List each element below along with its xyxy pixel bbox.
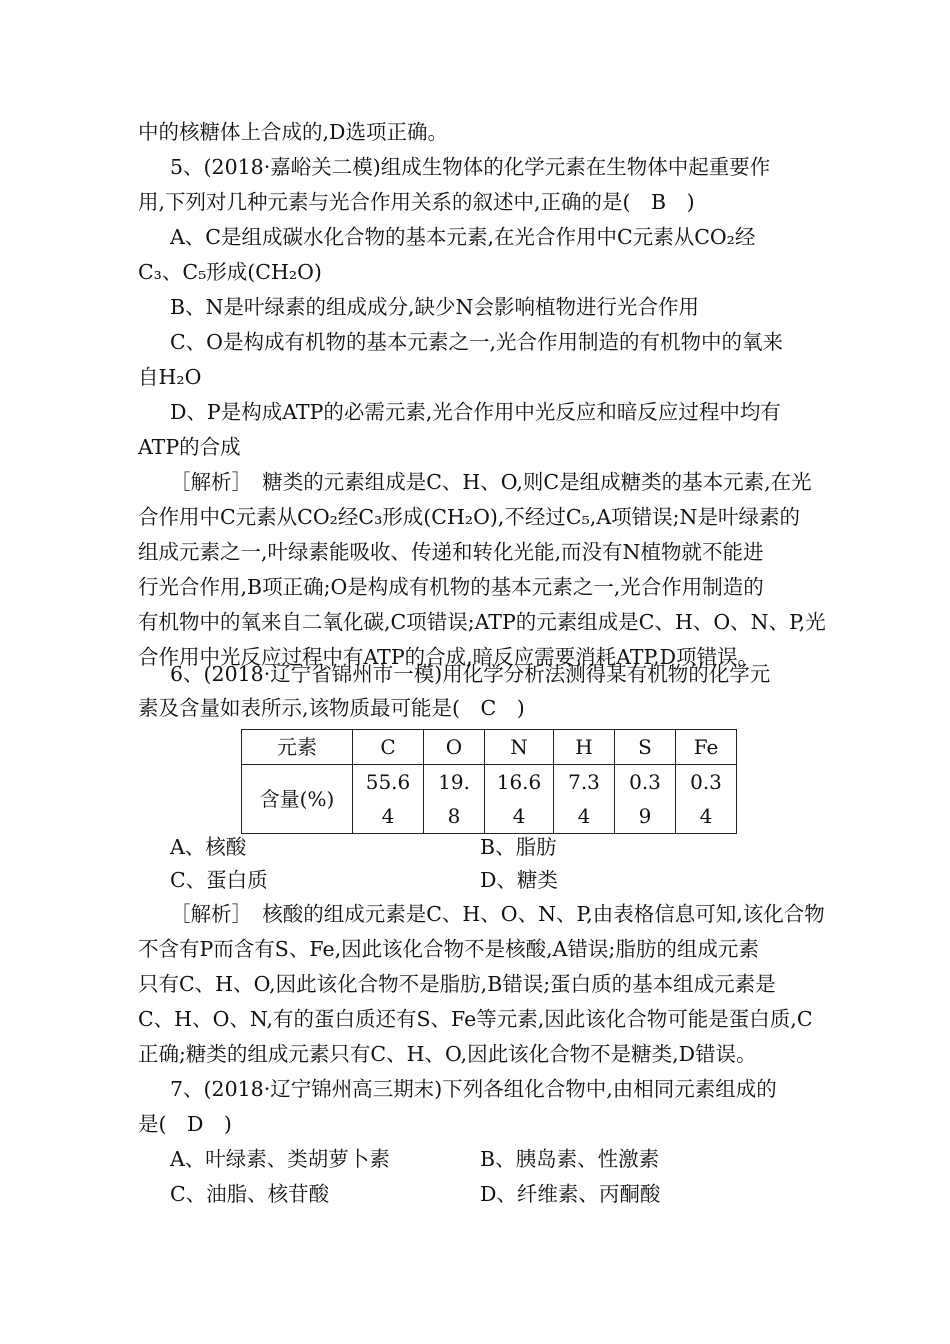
explanation-6-line: ［解析］ 核酸的组成元素是C、H、O、N、P,由表格信息可知,该化合物 bbox=[170, 902, 825, 926]
table-row bbox=[242, 765, 737, 834]
table-cell-part: 8 bbox=[447, 804, 461, 828]
table-header-cell: 元素 bbox=[242, 730, 353, 765]
table-cell-part: 4 bbox=[577, 804, 591, 828]
question-5-stem: 5、(2018·嘉峪关二模)组成生物体的化学元素在生物体中起重要作 bbox=[170, 155, 771, 179]
table-cell-part: 19. bbox=[438, 770, 470, 794]
table-cell-part: 16.6 bbox=[496, 770, 542, 794]
table-header-cell: C bbox=[353, 730, 424, 765]
question-7-stem: 7、(2018·辽宁锦州高三期末)下列各组化合物中,由相同元素组成的 bbox=[170, 1077, 777, 1101]
question-5-stem-cont: 用,下列对几种元素与光合作用关系的叙述中,正确的是( B ) bbox=[138, 190, 695, 214]
question-7-option-d: D、纤维素、丙酮酸 bbox=[480, 1182, 661, 1206]
question-6-option-c: C、蛋白质 bbox=[170, 868, 268, 892]
question-5-option-c: C、O是构成有机物的基本元素之一,光合作用制造的有机物中的氧来 bbox=[170, 330, 784, 354]
explanation-6-line: 不含有P而含有S、Fe,因此该化合物不是核酸,A错误;脂肪的组成元素 bbox=[138, 937, 759, 961]
table-header-cell: N bbox=[485, 730, 554, 765]
element-content-table bbox=[241, 729, 737, 834]
question-5-option-d-cont: ATP的合成 bbox=[138, 435, 241, 459]
table-cell-part: 7.3 bbox=[568, 770, 600, 794]
question-6-option-b: B、脂肪 bbox=[480, 835, 557, 859]
question-5-option-a: A、C是组成碳水化合物的基本元素,在光合作用中C元素从CO₂经 bbox=[170, 225, 756, 249]
table-cell-part: 55.6 bbox=[365, 770, 411, 794]
question-6-options-row bbox=[170, 830, 870, 864]
explanation-5-line: ［解析］ 糖类的元素组成是C、H、O,则C是组成糖类的基本元素,在光 bbox=[170, 470, 812, 494]
question-5-option-b: B、N是叶绿素的组成成分,缺少N会影响植物进行光合作用 bbox=[170, 295, 699, 319]
question-6-options-row bbox=[170, 863, 870, 897]
question-7-option-a: A、叶绿素、类胡萝卜素 bbox=[170, 1147, 390, 1171]
question-6-stem-cont: 素及含量如表所示,该物质最可能是( C ) bbox=[138, 696, 525, 720]
table-cell-part: 4 bbox=[699, 804, 713, 828]
question-6-option-d: D、糖类 bbox=[480, 868, 558, 892]
question-5-option-c-cont: 自H₂O bbox=[138, 365, 202, 389]
table-cell-part: 4 bbox=[512, 804, 526, 828]
question-7-option-b: B、胰岛素、性激素 bbox=[480, 1147, 660, 1171]
table-cell bbox=[485, 765, 554, 834]
explanation-5-line: 合作用中光反应过程中有ATP的合成,暗反应需要消耗ATP,D项错误。 bbox=[138, 645, 759, 669]
table-cell-part: 4 bbox=[381, 804, 395, 828]
table-cell bbox=[424, 765, 485, 834]
text-line: 中的核糖体上合成的,D选项正确。 bbox=[138, 120, 448, 144]
table-cell bbox=[554, 765, 615, 834]
table-header-cell: O bbox=[424, 730, 485, 765]
question-5-option-a-cont: C₃、C₅形成(CH₂O) bbox=[138, 260, 322, 284]
explanation-5-line: 有机物中的氧来自二氧化碳,C项错误;ATP的元素组成是C、H、O、N、P,光 bbox=[138, 610, 826, 634]
table-header-cell: H bbox=[554, 730, 615, 765]
table-cell-part: 9 bbox=[638, 804, 652, 828]
question-6-option-a: A、核酸 bbox=[170, 835, 247, 859]
explanation-5-line: 合作用中C元素从CO₂经C₃形成(CH₂O),不经过C₅,A项错误;N是叶绿素的 bbox=[138, 505, 800, 529]
table-cell bbox=[615, 765, 676, 834]
explanation-5-line: 行光合作用,B项正确;O是构成有机物的基本元素之一,光合作用制造的 bbox=[138, 575, 764, 599]
explanation-6-line: 正确;糖类的组成元素只有C、H、O,因此该化合物不是糖类,D错误。 bbox=[138, 1042, 757, 1066]
question-5-option-d: D、P是构成ATP的必需元素,光合作用中光反应和暗反应过程中均有 bbox=[170, 400, 781, 424]
explanation-6-line: C、H、O、N,有的蛋白质还有S、Fe等元素,因此该化合物可能是蛋白质,C bbox=[138, 1007, 813, 1031]
question-7-option-c: C、油脂、核苷酸 bbox=[170, 1182, 330, 1206]
explanation-6-line: 只有C、H、O,因此该化合物不是脂肪,B错误;蛋白质的基本组成元素是 bbox=[138, 972, 776, 996]
table-cell-part: 0.3 bbox=[690, 770, 722, 794]
table-header-cell: Fe bbox=[676, 730, 737, 765]
question-7-options-row bbox=[170, 1142, 870, 1176]
table-row-label: 含量(%) bbox=[242, 765, 353, 834]
table-cell bbox=[676, 765, 737, 834]
table-cell-part: 0.3 bbox=[629, 770, 661, 794]
table-header-row bbox=[242, 730, 737, 765]
question-6-stem: 6、(2018·辽宁省锦州市一模)用化学分析法测得某有机物的化学元 bbox=[170, 662, 771, 686]
question-7-stem-cont: 是( D ) bbox=[138, 1112, 232, 1136]
question-7-options-row bbox=[170, 1177, 870, 1211]
table-header-cell: S bbox=[615, 730, 676, 765]
table-cell bbox=[353, 765, 424, 834]
explanation-5-line: 组成元素之一,叶绿素能吸收、传递和转化光能,而没有N植物就不能进 bbox=[138, 540, 764, 564]
